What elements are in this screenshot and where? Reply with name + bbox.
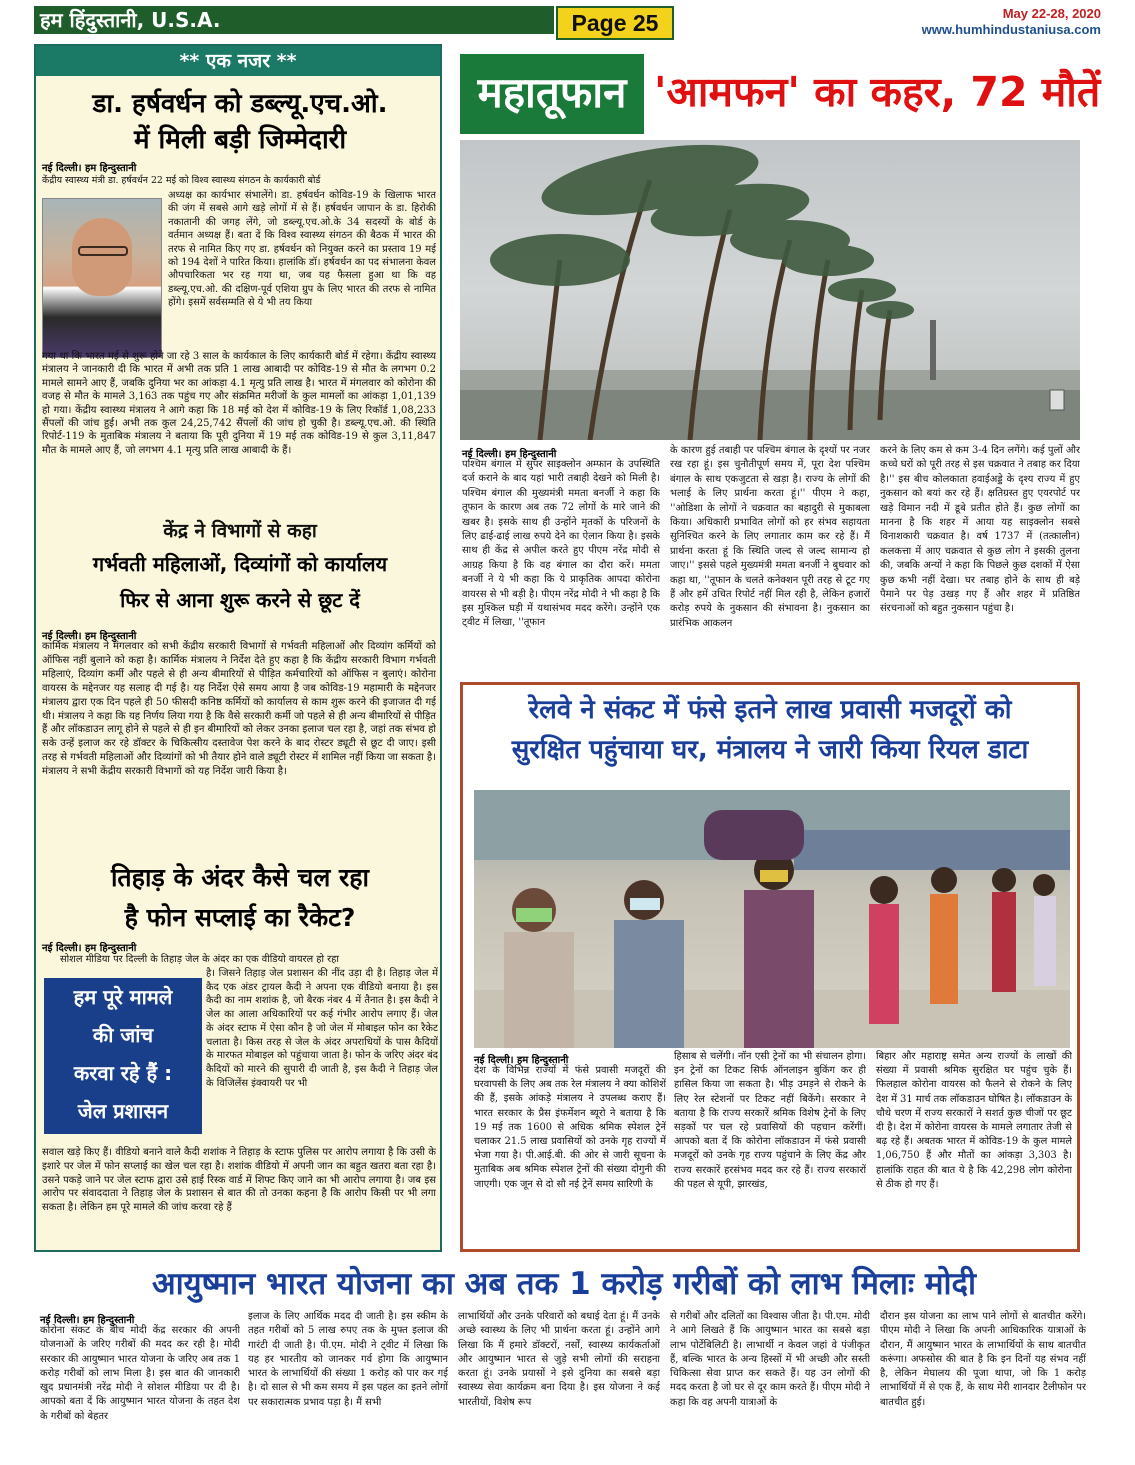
story3-body-full: सवाल खड़े किए हैं। वीडियो बनाने वाले कैदी शशांक ने तिहाड़ के स्टाफ पुलिस पर आरोप लगाया है कि उसी के इशारे पर जेल में फोन सप्लाई का खेल चल रहा है। शशांक वीडियो में अपनी जान का बहुत खतरा बता रहा है। उसने पकड़े जाने पर जेल स्टाफ द्वारा उसे हाई रिस्क वार्ड में शिफ्ट किए जाने का भी आरोप लगाया है। जब इस आरोप पर संवाददाता ने तिहाड़ जेल के प्रशासन से बात की तो उनका कहना है कि आरोप किसी पर भी लगा सकता है। लेकिन हम पूरे मामले की जांच करवा रहे हैं bbox=[42, 1147, 436, 1214]
story1-headline bbox=[40, 86, 440, 158]
crowd-illustration bbox=[474, 790, 1070, 1048]
story1-headline-line1: डा. हर्षवर्धन को डब्ल्यू.एच.ओ. bbox=[92, 89, 388, 119]
ayushman-headline: आयुष्मान भारत योजना का अब तक 1 करोड़ गरीबों को लाभ मिलाः मोदी bbox=[151, 1266, 977, 1302]
portrait-face bbox=[72, 218, 132, 296]
amphan-headline: 'आमफन' का कहर, 72 मौतें bbox=[654, 68, 1101, 116]
story2-dateline: नई दिल्ली। हम हिन्दुस्तानी bbox=[42, 631, 137, 642]
ayushman-col2: इलाज के लिए आर्थिक मदद दी जाती है। इस स्कीम के तहत गरीबों को 5 लाख रुपए तक के मुफ्त इलाज की गारंटी दी जाती है। पी.एम. मोदी ने ट्वीट में लिखा कि यह हर भारतीय को जानकर गर्व होगा कि आयुष्मान भारत के लाभार्थियों की संख्या 1 करोड़ को पार कर गई है। दो साल से भी कम समय में इस पहल का इतने लोगों पर सकारात्मक प्रभाव पड़ा है। मैं सभी bbox=[248, 1311, 448, 1408]
quote-line-3: करवा रहे हैं : bbox=[73, 1061, 173, 1085]
masthead: हम हिंदुस्तानी, U.S.A. bbox=[34, 6, 554, 34]
railway-col2: हिसाब से चलेंगी। नॉन एसी ट्रेनों का भी संचालन होगा। इन ट्रेनों का टिकट सिर्फ ऑनलाइन बुकिंग कर ही हासिल किया जा सकता है। भीड़ उमड़ने से रोकने के लिए रेल स्टेशनों पर टिकट नहीं बिकेंगे। सरकार ने बताया है कि राज्य सरकारें श्रमिक विशेष ट्रेनों के लिए सड़कों पर चल रहे प्रवासियों की पहचान करेंगीं। आपको बता दें कि कोरोना लॉकडाउन में फंसे प्रवासी मजदूरों को उनके गृह राज्य पहुंचाने के लिए केंद्र और राज्य सरकारें हरसंभव मदद कर रहे हैं। राज्य सरकारों की पहल से यूपी, झारखंड, bbox=[674, 1051, 866, 1190]
story2-kicker: केंद्र ने विभागों से कहा bbox=[163, 520, 317, 542]
story3-body-top: सोशल मीडिया पर दिल्ली के तिहाड़ जेल के अंदर का एक वीडियो वायरल हो रहा bbox=[60, 954, 339, 965]
quote-line-2: की जांच bbox=[92, 1023, 154, 1047]
page-number: Page 25 bbox=[556, 6, 674, 40]
railway-col3: बिहार और महाराष्ट्र समेत अन्य राज्यों के लाखों की संख्या में प्रवासी श्रमिक सुरक्षित घर पहुंच चुके हैं। फिलहाल कोरोना वायरस को फैलने से रोकने के लिए देश में 31 मार्च तक लॉकडाउन घोषित है। लॉकडाउन के चौथे चरण में राज्य सरकारों ने सशर्त कुछ चीजों पर छूट दी है। देश में कोरोना वायरस के मामले लगातार तेजी से बढ़ रहे हैं। अबतक भारत में कोविड-19 के कुल मामले 1,06,750 हैं और मौतों का आंकड़ा 3,303 है। हालांकि राहत की बात ये है कि 42,298 लोग कोरोना से ठीक हो गए हैं। bbox=[876, 1051, 1072, 1190]
railway-col1: देश के विभिन्न राज्यों में फंसे प्रवासी मजदूरों की घरवापसी के लिए अब तक रेल मंत्रालय ने क्या कोशिशें की हैं, इसके आंकड़े मंत्रालय ने उपलब्ध कराए हैं। भारत सरकार के प्रैस इंफर्मेशन ब्यूरो ने बताया है कि 19 मई तक 1600 से अधिक श्रमिक स्पेशल ट्रेनें चलाकर 21.5 लाख प्रवासियों को उनके गृह राज्यों में भेजा गया है। पी.आई.बी. की ओर से जारी सूचना के मुताबिक अब श्रमिक स्पेशल ट्रेनों की संख्या दोगुनी की जाएगी। एक जून से दो सौ नई ट्रेनें समय सारिणी के bbox=[474, 1065, 666, 1190]
story3-headline-line1: तिहाड़ के अंदर कैसे चल रहा bbox=[110, 863, 370, 892]
amphan-dateline: नई दिल्ली। हम हिन्दुस्तानी bbox=[462, 449, 557, 460]
story2-headline bbox=[38, 546, 442, 618]
story2-headline-line2: फिर से आना शुरू करने से छूट दें bbox=[120, 588, 360, 612]
mahatoofan-tag: महातूफान bbox=[460, 54, 644, 134]
railway-headline bbox=[466, 690, 1074, 770]
amphan-col3: करने के लिए कम से कम 3-4 दिन लगेंगे। कई पुलों और कच्चे घरों को पूरी तरह से इस चक्रवात ने तबाह कर दिया है।'' इस बीच कोलकाता हवाईअड्डे के दृश्य राज्य में हुए नुकसान को बयां कर रहे हैं। क्षतिग्रस्त हुए एयरपोर्ट पर खड़े विमान नदी में डूबे प्रतीत होते हैं। कुछ लोगों का मानना है कि शहर में आया यह साइक्लोन सबसे विनाशकारी चक्रवात है। वर्ष 1737 में (तत्कालीन) कलकत्ता में आए चक्रवात से कुछ लोग ने इसकी तुलना की, जबकि अन्यों ने कहा कि पिछले कुछ दशकों में ऐसा कुछ कभी नहीं देखा। घर तबाह होने के साथ ही बड़े पैमाने पर पेड़ उखड़ गए हैं और शहर में प्रतिष्ठित संरचनाओं को बहुत नुकसान पहुंचा है। bbox=[880, 445, 1080, 615]
ayushman-col3: लाभार्थियों और उनके परिवारों को बधाई देता हूं। मैं उनके अच्छे स्वास्थ्य के लिए भी प्रार्थना करता हूं। उन्होंने आगे लिखा कि मैं हमारे डॉक्टरों, नर्सों, स्वास्थ्य कार्यकर्ताओं और आयुष्मान भारत से जुड़े सभी लोगों की सराहना करता हूं। उनके प्रयासों ने इसे दुनिया का सबसे बड़ा स्वास्थ्य सेवा कार्यक्रम बना दिया है। इस योजना ने कई भारतीयों, विशेष रूप bbox=[458, 1311, 660, 1408]
story1-body-wrap: अध्यक्ष का कार्यभार संभालेंगे। डा. हर्षवर्धन कोविड-19 के खिलाफ भारत की जंग में सबसे आगे खड़े लोगों में से हैं। हर्षवर्धन जापान के डा. हिरोकी नकातानी की जगह लेंगे, जो डब्ल्यू.एच.ओ.के 34 सदस्यों के बोर्ड के वर्तमान अध्यक्ष हैं। बता दें कि विश्व स्वास्थ्य संगठन की बैठक में भारत की तरफ से नामित किए गए डा. हर्षवर्धन को नियुक्त करने का प्रस्ताव 19 मई को 194 देशों ने पारित किया। हालांकि डॉ। हर्षवर्धन का पद संभालना केवल औपचारिकता भर रह गया था, जब यह फैसला हुआ था कि वह डब्ल्यू.एच.ओ. की दक्षिण-पूर्व एशिया ग्रुप के लिए भारत की तरफ से नामित होंगे। इसमें सर्वसम्मति से ये भी तय किया bbox=[168, 190, 436, 309]
ayushman-col4: से गरीबों और दलितों का विश्वास जीता है। पी.एम. मोदी ने आगे लिखते हैं कि आयुष्मान भारत का सबसे बड़ा लाभ पोर्टेबिलिटी है। लाभार्थी न केवल जहां वे पंजीकृत हैं, बल्कि भारत के अन्य हिस्सों में भी अच्छी और सस्ती चिकित्सा सेवा प्राप्त कर सकते हैं। यह उन लोगों की मदद करता है जो घर से दूर काम करते हैं। पीएम मोदी ने कहा कि वह अपनी यात्राओं के bbox=[670, 1311, 870, 1408]
railway-headline-line2: सुरक्षित पहुंचाया घर, मंत्रालय ने जारी किया रियल डाटा bbox=[511, 735, 1029, 765]
amphan-col2: के कारण हुई तबाही पर पश्चिम बंगाल के दृश्यों पर नजर रख रहा हूं। इस चुनौतीपूर्ण समय में, पूरा देश पश्चिम बंगाल के साथ एकजुटता से खड़ा है। राज्य के लोगों की भलाई के लिए प्रार्थना करता हूं।'' पीएम ने कहा, ''ओडिशा के लोगों ने चक्रवात का बहादुरी से मुकाबला किया। अधिकारी प्रभावित लोगों को हर संभव सहायता सुनिश्चित करने के लिए लगातार काम कर रहे हैं। मैं प्रार्थना करता हूं कि स्थिति जल्द से जल्द सामान्य हो जाए।'' इससे पहले मुख्यमंत्री ममता बनर्जी ने बुधवार को कहा था, ''तूफान के चलते कनेक्शन पूरी तरह से टूट गए हैं और हमें उचित रिपोर्ट नहीं मिल रही है, लेकिन हजारों करोड़ रुपये के नुकसान की संभावना है। नुकसान का प्रारंभिक आकलन bbox=[670, 445, 870, 629]
story3-body-wrap: है। जिसने तिहाड़ जेल प्रशासन की नींद उड़ा दी है। तिहाड़ जेल में कैद एक अंडर ट्रायल कैदी ने अपना एक वीडियो बनाया है। इस कैदी का नाम शशांक है, जो बैरक नंबर 4 में तैनात है। इस कैदी ने जेल का आला अधिकारियों पर कई गंभीर आरोप लगाए हैं। जेल के अंदर स्टाफ में ऐसा कौन है जो जेल में मोबाइल फोन का रैकेट चलाता है। किस तरह से जेल के अंदर अपराधियों के पास कैदियों के मारफत मोबाइल को पहुंचाया जाता है। फोन के जरिए अंदर बंद कैदियों को मारने की सुपारी दी जाती है, इस कैदी ने तिहाड़ जेल के विजिलेंस इंक्वायरी पर भी bbox=[206, 968, 438, 1089]
jail-quote-box bbox=[44, 978, 202, 1134]
quote-line-4: जेल प्रशासन bbox=[77, 1099, 169, 1123]
story3-dateline: नई दिल्ली। हम हिन्दुस्तानी bbox=[42, 943, 137, 954]
website-link[interactable]: www.humhindustaniusa.com bbox=[921, 22, 1101, 37]
issue-date: May 22-28, 2020 bbox=[1002, 6, 1101, 21]
story1-body-top: केंद्रीय स्वास्थ्य मंत्री डा. हर्षवर्धन 22 मई को विश्व स्वास्थ्य संगठन के कार्यकारी बोर्ड bbox=[42, 175, 321, 186]
ayushman-col5: दौरान इस योजना का लाभ पाने लोगों से बातचीत करेंगे। पीएम मोदी ने लिखा कि अपनी आधिकारिक यात्राओं के दौरान, मैं आयुष्मान भारत के लाभार्थियों के साथ बातचीत करूंगा। अफसोस की बात है कि इन दिनों यह संभव नहीं है, लेकिन मेघालय की पूजा थापा, जो कि 1 करोड़ लाभार्थियों में से एक हैं, के साथ मेरी शानदार टैलीफोन पर बातचीत हुई। bbox=[880, 1311, 1086, 1408]
story2-body: कार्मिक मंत्रालय ने मंगलवार को सभी केंद्रीय सरकारी विभागों से गर्भवती महिलाओं और दिव्यांग कर्मियों को ऑफिस नहीं बुलाने को कहा है। कार्मिक मंत्रालय ने निर्देश देते हुए कहा है कि केंद्रीय सरकारी विभाग गर्भवती महिलाएं, दिव्यांग कर्मी और पहले से ही अन्य बीमारियों से पीड़ित कर्मचारियों को ऑफिस न बुलाएं। कोरोना वायरस के मद्देनजर यह सलाह दी गई है। यह निर्देश ऐसे समय आया है जब कोविड-19 महामारी के मद्देनजर मंत्रालय द्वारा एक दिन पहले ही 50 फीसदी कनिष्ठ कर्मियों को कार्यालय से काम शुरू करने की इजाजत दी गई थी। मंत्रालय ने कहा कि यह निर्णय लिया गया है कि वैसे सरकारी कर्मी जो पहले से ही अन्य बीमारियों से पीड़ित हैं और लॉकडाउन लागू होने से पहले से ही इन बीमारियों को लेकर उनका इलाज चल रहा है, जहां तक संभव हो सके उन्हें इलाज कर रहे डॉक्टर के चिकित्सीय दस्तावेज पेश करने के बाद रोस्टर ड्यूटी से छूट दी जाए। इसी तरह से गर्भवती महिलाओं और दिव्यांगों को भी तैयार होने वाले ड्यूटी रोस्टर में शामिल नहीं किया जा सकता है। मंत्रालय ने सभी केंद्रीय सरकारी विभागों को यह निर्देश जारी किया है। bbox=[42, 641, 436, 778]
section-band: ** एक नजर ** bbox=[36, 46, 440, 76]
story1-headline-line2: में मिली बड़ी जिम्मेदारी bbox=[133, 125, 347, 155]
ayushman-dateline: नई दिल्ली। हम हिन्दुस्तानी bbox=[40, 1315, 135, 1326]
quote-line-1: हम पूरे मामले bbox=[73, 985, 173, 1009]
story1-body-full: गया था कि भारत मई से शुरू होने जा रहे 3 साल के कार्यकाल के लिए कार्यकारी बोर्ड में रहेगा। केंद्रीय स्वास्थ्य मंत्रालय ने जानकारी दी कि भारत में अभी तक प्रति 1 लाख आबादी पर कोविड-19 से मौत के लगभग 0.2 मामले सामने आए हैं, जबकि दुनिया भर का आंकड़ा 4.1 मृत्यु प्रति लाख है। भारत में मंगलवार को कोरोना की वजह से मौत के मामले 3,163 तक पहुंच गए और संक्रमित मरीजों के कुल मामलों का आंकड़ा 1,01,139 हो गया। केंद्रीय स्वास्थ्य मंत्रालय ने आगे कहा कि 18 मई को देश में कोविड-19 के लिए रिकॉर्ड 1,08,233 सैंपलों की जांच हुई। अभी तक कुल 24,25,742 सैंपलों की जांच हो चुकी है। डब्ल्यू.एच.ओ. की स्थिति रिपोर्ट-119 के मुताबिक मंत्रालय ने बताया कि पूरी दुनिया में 19 मई तक कोविड-19 से कुल 3,11,847 मौत के मामले आए हैं, जो लगभग 4.1 मृत्यु प्रति लाख आबादी के हैं। bbox=[42, 351, 436, 456]
railway-headline-line1: रेलवे ने संकट में फंसे इतने लाख प्रवासी मजदूरों को bbox=[528, 695, 1012, 725]
story2-headline-line1: गर्भवती महिलाओं, दिव्यांगों को कार्यालय bbox=[92, 552, 388, 576]
amphan-col1: पश्चिम बंगाल में सुपर साइक्लोन अम्फान के उपस्थिति दर्ज कराने के बाद यहां भारी तबाही देखने को मिली है। पश्चिम बंगाल की मुख्यमंत्री ममता बनर्जी ने कहा कि तूफान के कारण अब तक 72 लोगों के मारे जाने की खबर है। इसके साथ ही उन्होंने मृतकों के परिजनों के लिए ढाई-ढाई लाख रुपये देने का ऐलान किया है। इसके साथ ही केंद्र से अपील करते हुए पीएम नरेंद्र मोदी से आग्रह किया है कि वह बंगाल का दौरा करें। ममता बनर्जी ने ये भी कहा कि ये प्राकृतिक आपदा कोरोना वायरस से भी बड़ी है। पीएम नरेंद्र मोदी ने भी कहा है कि इस मुश्किल घड़ी में यथासंभव मदद करेंगे। उन्होंने एक ट्वीट में लिखा, ''तूफान bbox=[462, 459, 660, 629]
palm-trees-illustration bbox=[460, 140, 1080, 440]
story3-headline-line2: है फोन सप्लाई का रैकेट? bbox=[124, 903, 356, 932]
story1-dateline: नई दिल्ली। हम हिन्दुस्तानी bbox=[42, 163, 137, 174]
story3-headline bbox=[38, 858, 442, 938]
portrait-glasses bbox=[78, 246, 128, 256]
migrant-workers-photo bbox=[474, 790, 1070, 1048]
ayushman-col1: कोरोना संकट के बीच मोदी केंद्र सरकार की अपनी योजनाओं के जरिए गरीबों की मदद कर रही है। मोदी सरकार की आयुष्मान भारत योजना के जरिए अब तक 1 करोड़ गरीबों को लाभ मिला है। इस बात की जानकारी खुद प्रधानमंत्री नरेंद्र मोदी ने सोशल मीडिया पर दी है। आपको बता दें कि आयुष्मान भारत योजना के तहत देश के गरीबों को बेहतर bbox=[40, 1325, 240, 1422]
railway-dateline: नई दिल्ली। हम हिन्दुस्तानी bbox=[474, 1055, 569, 1066]
cyclone-palm-trees-photo bbox=[460, 140, 1080, 440]
